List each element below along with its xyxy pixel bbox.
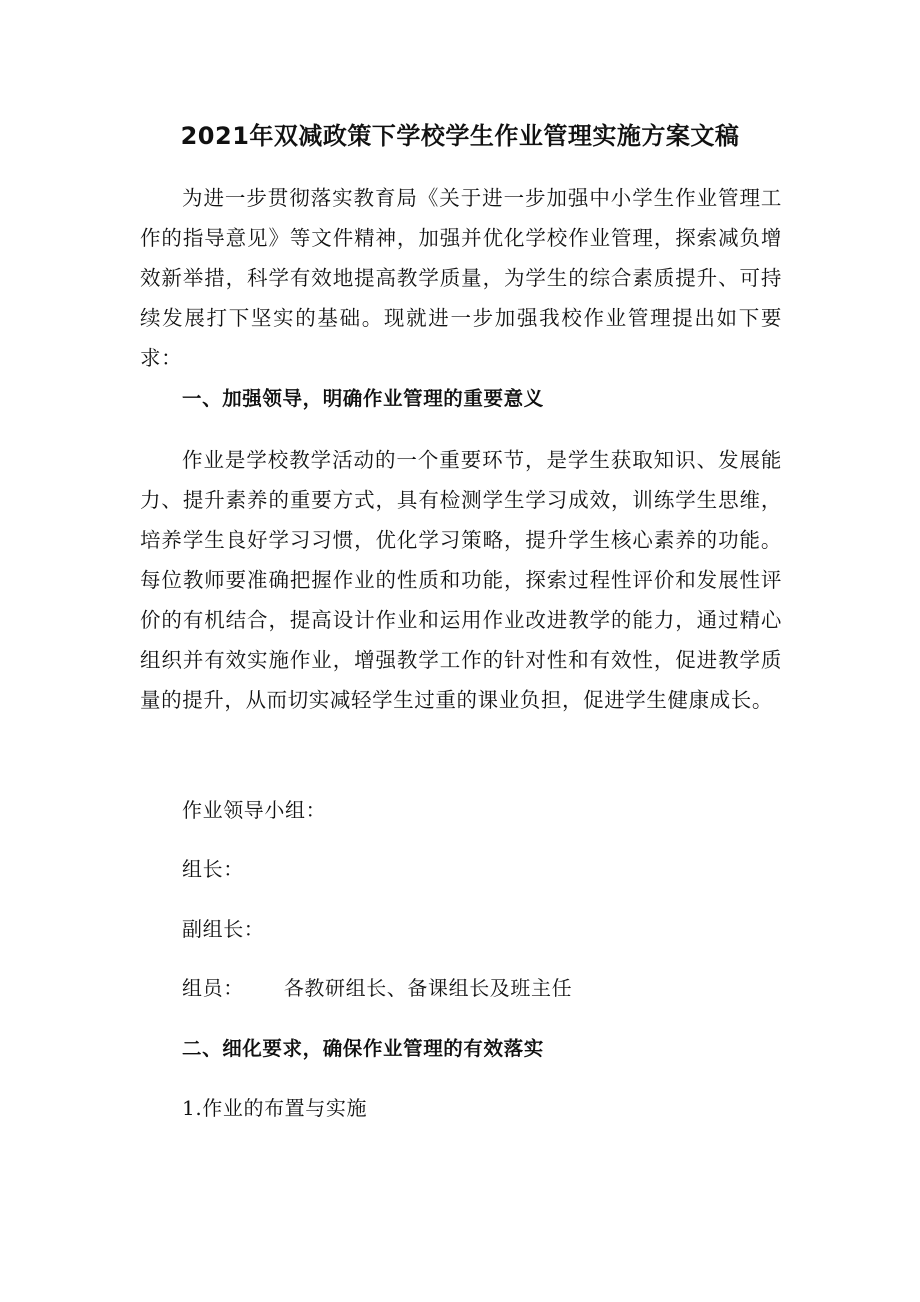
group-members-label: 组员： [182, 976, 244, 1000]
subsection-1-heading: 1.作业的布置与实施 [182, 1096, 368, 1120]
section-2-heading: 二、细化要求，确保作业管理的有效落实 [182, 1037, 544, 1060]
group-members-value: 各教研组长、备课组长及班主任 [283, 976, 573, 1000]
document-title: 2021年双减政策下学校学生作业管理实施方案文稿 [180, 122, 740, 150]
intro-paragraph: 为进一步贯彻落实教育局《关于进一步加强中小学生作业管理工作的指导意见》等文件精神，加强并优化学校作业管理，探索减负增效新举措，科学有效地提高教学质量，为学生的综合素质提升、可持续发展打下坚实的基础。现就进一步加强我校作业管理提出如下要求： [140, 186, 782, 370]
group-members-line [182, 968, 572, 1008]
group-leader-label: 组长： [182, 857, 244, 881]
deputy-leader-label: 副组长： [182, 917, 265, 941]
leadership-group-title: 作业领导小组： [182, 798, 327, 822]
section-1-heading: 一、加强领导，明确作业管理的重要意义 [182, 387, 544, 410]
section-1-paragraph: 作业是学校教学活动的一个重要环节，是学生获取知识、发展能力、提升素养的重要方式，具有检测学生学习成效，训练学生思维，培养学生良好学习习惯，优化学习策略，提升学生核心素养的功能。每位教师要准确把握作业的性质和功能，探索过程性评价和发展性评价的有机结合，提高设计作业和运用作业改进教学的能力，通过精心组织并有效实施作业，增强教学工作的针对性和有效性，促进教学质量的提升，从而切实减轻学生过重的课业负担，促进学生健康成长。 [140, 448, 782, 712]
